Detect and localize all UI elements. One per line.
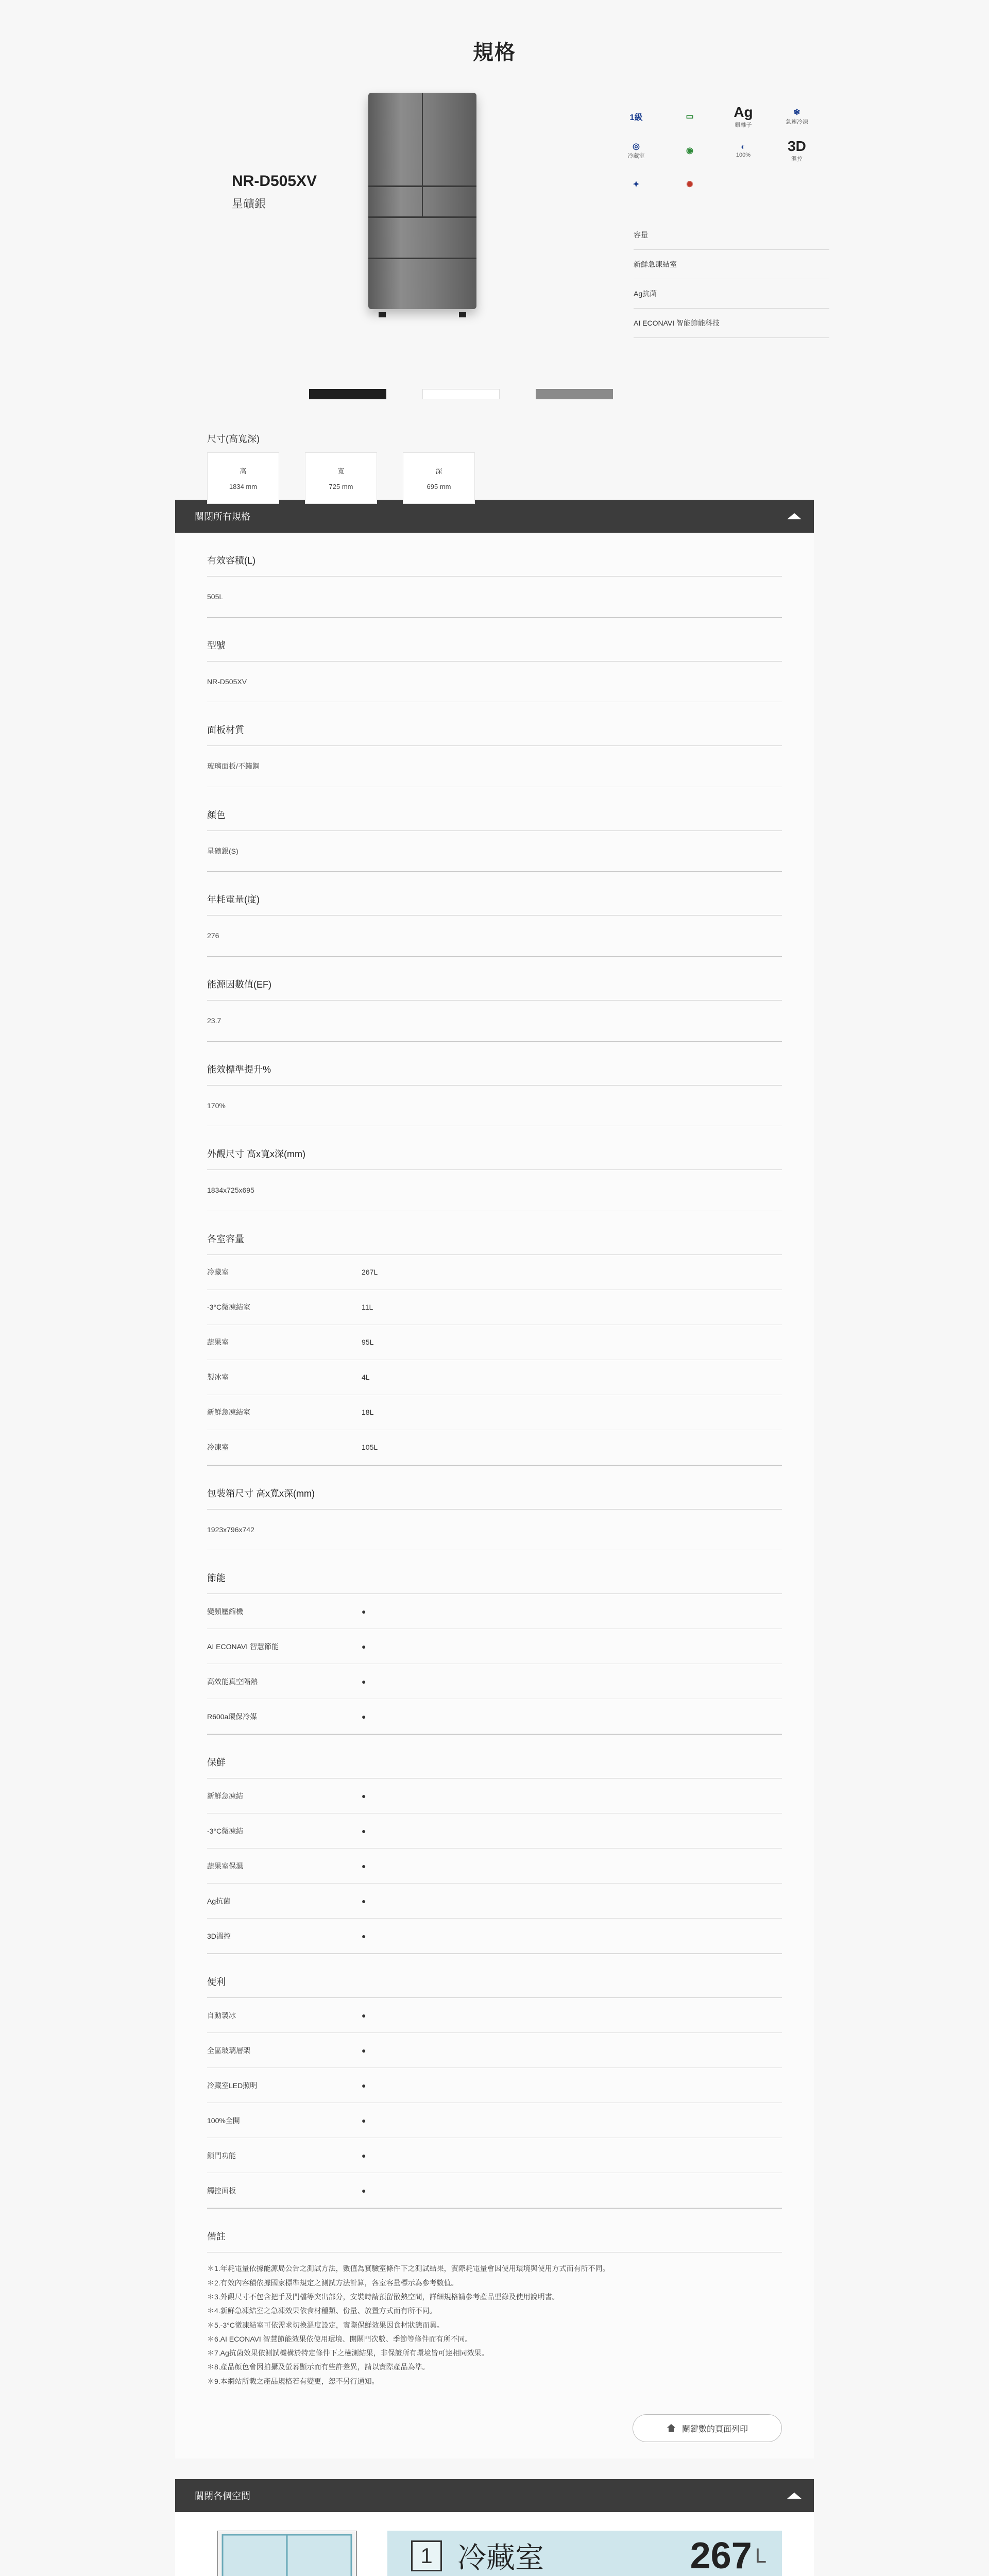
color-name: 星礦銀 [232, 197, 266, 210]
note-line: ＊1.年耗電量依據能源局公告之測試方法，數值為實驗室條件下之測試結果，實際耗電量會因使用環境與使用方式而有所不同。 [207, 2264, 610, 2273]
section-value: 170% [207, 1101, 226, 1110]
spec-section [207, 957, 782, 1042]
capacity-section [207, 1211, 782, 1466]
fridge-foot [379, 312, 386, 317]
note-line: ＊5.-3°C微凍結室可依需求切換溫度設定，實際保鮮效果因食材狀態而異。 [207, 2320, 444, 2329]
feature-group-section [207, 1954, 782, 2209]
econavi-badge-icon: ◉ [686, 146, 693, 155]
capacity-collapse-bar[interactable] [175, 2479, 814, 2512]
spec-bullet: ● [362, 1677, 366, 1686]
section-title: 面板材質 [207, 702, 782, 746]
spec-bullet: ● [362, 1791, 366, 1800]
spec-bullet: ● [362, 2011, 366, 2020]
section-value: 23.7 [207, 1016, 221, 1025]
spec-key: 變頻壓縮機 [207, 1607, 243, 1616]
spec-section [207, 1126, 782, 1211]
spec-row [207, 2033, 782, 2068]
spec-key: 冷藏室LED照明 [207, 2081, 258, 2090]
section-value: 玻璃面板/不鏽鋼 [207, 762, 260, 771]
spec-key: 蔬果室保濕 [207, 1861, 243, 1870]
note-line: ＊8.產品顏色會因拍攝及螢幕顯示而有些許差異，請以實際產品為準。 [207, 2363, 430, 2371]
notes-text [207, 2252, 782, 2404]
spec-key: 100%全開 [207, 2116, 240, 2125]
spec-bullet: ● [362, 1896, 366, 1905]
section-value: 1923x796x742 [207, 1525, 254, 1534]
room-unit: L [755, 2544, 766, 2567]
specs-collapse-bar[interactable] [175, 500, 814, 533]
model-name: NR-D505XV [232, 173, 317, 190]
ag-badge-icon: Ag 銀離子 [734, 104, 753, 128]
spec-row [207, 1629, 782, 1664]
capacity-layout [207, 2531, 782, 2576]
spec-row [207, 1814, 782, 1849]
spec-bullet: ● [362, 2116, 366, 2125]
chevron-up-icon[interactable] [787, 2493, 802, 2499]
spec-bullet: ● [362, 1826, 366, 1835]
note-line: ＊4.新鮮急凍結室之急凍效果依食材種類、份量、放置方式而有所不同。 [207, 2307, 437, 2315]
badge-grid [610, 103, 827, 198]
spec-row [207, 1255, 782, 1290]
spec-row [207, 1290, 782, 1325]
capacity-fridge-svg [207, 2531, 367, 2576]
3d-badge-icon: 3D 溫控 [788, 138, 806, 162]
spec-key: -3°C微凍結室 [207, 1303, 251, 1312]
color-swatch-white[interactable] [422, 389, 500, 399]
spec-row [207, 1778, 782, 1814]
print-row [207, 2404, 782, 2459]
spec-key: 全區玻璃層架 [207, 2046, 250, 2055]
section-title: 顏色 [207, 787, 782, 831]
energy-label-icon: 1級 [629, 113, 643, 122]
spec-key: 鎖門功能 [207, 2151, 236, 2160]
spec-row [207, 1849, 782, 1884]
spec-row [207, 2068, 782, 2103]
spec-row [207, 1325, 782, 1360]
ice-badge-icon: ✦ [633, 180, 640, 189]
section-title: 外觀尺寸 高x寬x深(mm) [207, 1126, 782, 1170]
product-image [368, 93, 476, 314]
section-value: 276 [207, 931, 219, 940]
spec-row [207, 1395, 782, 1430]
color-option[interactable] [536, 389, 613, 404]
color-option[interactable] [309, 389, 386, 404]
spec-key: AI ECONAVI 智慧節能 [207, 1642, 279, 1651]
feature-item: 新鮮急凍結室 [634, 250, 829, 279]
freeze-badge-icon: ❄ 急速冷凍 [786, 108, 808, 125]
color-option[interactable] [422, 389, 500, 404]
fresh-badge-icon: ◎ 冷藏室 [627, 142, 645, 159]
room-capacity: 267 [690, 2535, 752, 2576]
fridge-drawer-line [368, 216, 476, 218]
print-button-label: 關鍵數的頁面列印 [681, 2425, 748, 2434]
section-title: 包裝箱尺寸 高x寬x深(mm) [207, 1466, 782, 1510]
note-line: ＊6.AI ECONAVI 智慧節能效果依使用環境、開關門次數、季節等條件而有所不同。 [207, 2334, 472, 2343]
spec-row [207, 1998, 782, 2033]
feature-item: 容量 [634, 221, 829, 250]
spec-key: R600a環保冷媒 [207, 1712, 258, 1721]
spec-section [207, 618, 782, 703]
fridge-foot [459, 312, 466, 317]
capacity-panel [175, 2512, 814, 2576]
light-badge-icon: ✺ [686, 180, 693, 189]
notes-section [207, 2209, 782, 2404]
home-icon [667, 2424, 676, 2432]
spec-key: 冷凍室 [207, 1443, 229, 1452]
capacity-list [387, 2531, 782, 2576]
spec-row [207, 1664, 782, 1699]
spec-key: Ag抗菌 [207, 1896, 231, 1905]
spec-value: 95L [362, 1338, 374, 1347]
spec-bullet: ● [362, 2081, 366, 2090]
fridge-drawer-line [368, 258, 476, 259]
capacity-diagram [207, 2531, 367, 2576]
spec-section [207, 533, 782, 618]
spec-bullet: ● [362, 2046, 366, 2055]
color-swatch-silver[interactable] [536, 389, 613, 399]
spec-value: 18L [362, 1408, 374, 1417]
feature-list [634, 221, 829, 338]
pack-section [207, 1466, 782, 1551]
spec-key: 冷藏室 [207, 1268, 229, 1277]
section-title: 年耗電量(度) [207, 872, 782, 916]
section-title: 各室容量 [207, 1211, 782, 1255]
section-title: 型號 [207, 618, 782, 662]
spec-row [207, 2173, 782, 2208]
spec-row [207, 1884, 782, 1919]
spec-bullet: ● [362, 1607, 366, 1616]
size-depth: 深 695 mm [403, 452, 475, 504]
spec-bullet: ● [362, 1931, 366, 1940]
spec-value: 267L [362, 1268, 378, 1277]
spec-value: 105L [362, 1443, 378, 1452]
spec-bullet: ● [362, 2186, 366, 2195]
feature-group-section [207, 1550, 782, 1735]
chevron-up-icon[interactable] [787, 513, 802, 519]
color-swatches [309, 389, 613, 404]
spec-bullet: ● [362, 2151, 366, 2160]
spec-bullet: ● [362, 1642, 366, 1651]
section-title: 能源因數值(EF) [207, 957, 782, 1001]
spec-key: -3°C微凍結 [207, 1826, 244, 1835]
section-value: NR-D505XV [207, 677, 247, 686]
spec-key: 高效能真空隔熱 [207, 1677, 258, 1686]
section-title: 有效容積(L) [207, 533, 782, 577]
spec-row [207, 1919, 782, 1954]
note-line: ＊7.Ag抗菌效果依測試機構於特定條件下之檢測結果，非保證所有環境皆可達相同效果。 [207, 2349, 489, 2358]
section-value: 1834x725x695 [207, 1186, 254, 1195]
section-title: 能效標準提升% [207, 1042, 782, 1086]
spec-key: 3D溫控 [207, 1931, 231, 1940]
fridge-door-split [422, 93, 423, 185]
section-value: 505L [207, 592, 224, 601]
spec-key: 觸控面板 [207, 2186, 236, 2195]
capacity-bar-label: 關閉各個空間 [195, 2491, 250, 2502]
model-box [232, 173, 317, 211]
spec-row [207, 2138, 782, 2173]
spec-section [207, 1042, 782, 1127]
size-width: 寬 725 mm [305, 452, 377, 504]
room-name: 冷藏室 [457, 2541, 544, 2574]
color-swatch-black[interactable] [309, 389, 386, 399]
spec-section [207, 872, 782, 957]
fridge-drawer-split [422, 187, 423, 216]
spec-key: 蔬果室 [207, 1338, 229, 1347]
spec-bullet: ● [362, 1861, 366, 1870]
open-badge-icon: ◐ 100% [736, 143, 751, 158]
spec-row [207, 1430, 782, 1465]
note-line: ＊3.外觀尺寸不包含把手及門檔等突出部分，安裝時請預留散熱空間，詳細規格請參考產品型錄及使用說明書。 [207, 2292, 559, 2301]
size-title: 尺寸(高寬深) [207, 434, 260, 444]
room-number: 1 [411, 2540, 442, 2571]
capacity-row [387, 2531, 782, 2576]
spec-bullet: ● [362, 1712, 366, 1721]
note-line: ＊9.本網站所載之產品規格若有變更，恕不另行通知。 [207, 2377, 379, 2385]
section-title: 節能 [207, 1550, 782, 1594]
section-value: 星礦銀(S) [207, 846, 238, 855]
spec-section [207, 702, 782, 787]
page-wrapper [175, 0, 814, 2576]
spec-area [175, 533, 814, 2459]
spec-row [207, 1360, 782, 1395]
spec-key: 新鮮急凍結室 [207, 1408, 250, 1417]
feature-item: AI ECONAVI 智能節能科技 [634, 309, 829, 338]
eco-badge-icon: ▭ [686, 112, 694, 121]
feature-item: Ag抗菌 [634, 279, 829, 309]
spec-value: 11L [362, 1303, 373, 1312]
spec-row [207, 2103, 782, 2138]
spec-value: 4L [362, 1373, 370, 1382]
feature-group-section [207, 1735, 782, 1954]
section-title: 便利 [207, 1954, 782, 1998]
print-button[interactable] [633, 2414, 782, 2442]
spec-key: 新鮮急凍結 [207, 1791, 243, 1800]
spec-row [207, 1699, 782, 1734]
spec-key: 自動製冰 [207, 2011, 236, 2020]
product-hero [175, 77, 814, 500]
spec-key: 製冰室 [207, 1373, 229, 1382]
size-boxes [207, 452, 475, 504]
spec-row [207, 1594, 782, 1629]
spec-section [207, 787, 782, 872]
section-title: 備註 [207, 2209, 782, 2252]
size-height: 高 1834 mm [207, 452, 279, 504]
page-title: 規格 [473, 41, 516, 64]
note-line: ＊2.有效內容積依據國家標準規定之測試方法計算，各室容量標示為參考數值。 [207, 2278, 458, 2287]
specs-bar-label: 關閉所有規格 [195, 512, 250, 522]
section-title: 保鮮 [207, 1735, 782, 1778]
